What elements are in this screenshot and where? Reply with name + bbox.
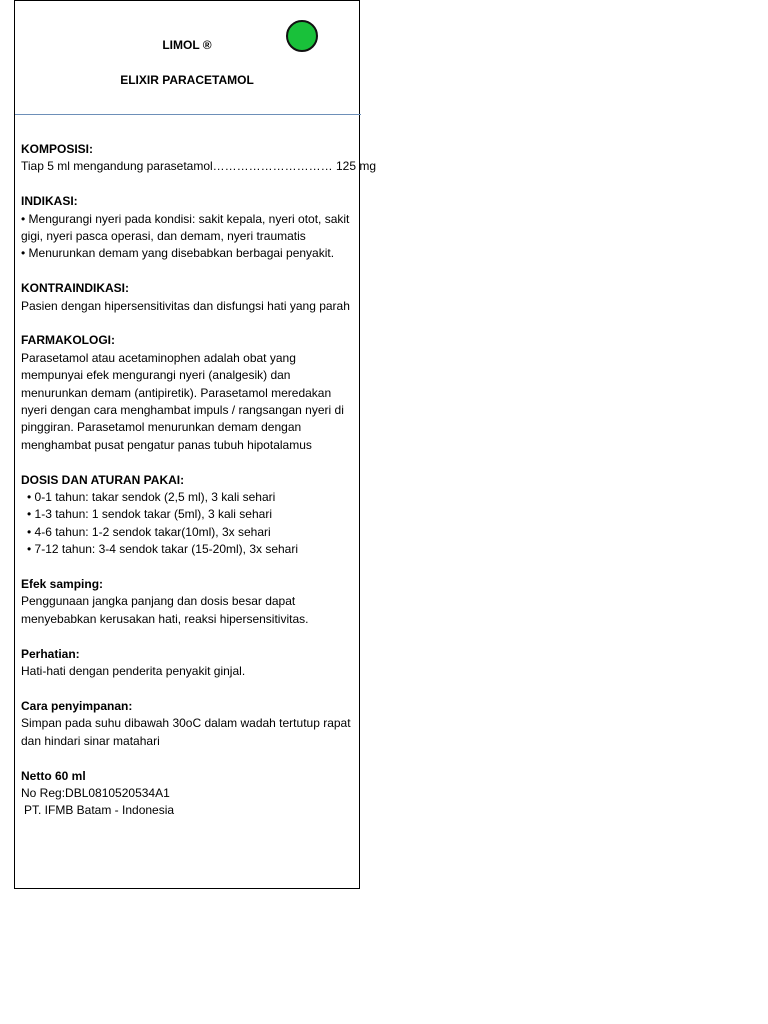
section-kontraindikasi — [21, 280, 357, 315]
dosis-item: • 0-1 tahun: takar sendok (2,5 ml), 3 kali sehari — [27, 490, 276, 505]
header-divider — [15, 114, 361, 115]
section-komposisi — [21, 141, 377, 176]
section-efek-samping — [21, 576, 357, 628]
product-label — [14, 0, 377, 889]
dosis-item: • 1-3 tahun: 1 sendok takar (5ml), 3 kali sehari — [27, 507, 272, 522]
efek-samping-title: Efek samping: — [21, 577, 104, 592]
label-content — [21, 141, 377, 837]
penyimpanan-text: Simpan pada suhu dibawah 30oC dalam wadah tertutup rapat dan hindari sinar matahari — [21, 716, 351, 748]
green-indicator-icon — [286, 20, 318, 52]
perhatian-text: Hati-hati dengan penderita penyakit ginjal. — [21, 664, 246, 679]
kontraindikasi-text: Pasien dengan hipersensitivitas dan disfungsi hati yang parah — [21, 298, 350, 313]
dosis-title: DOSIS DAN ATURAN PAKAI: — [21, 472, 185, 487]
brand-name: LIMOL ® — [162, 38, 212, 52]
indikasi-item: • Menurunkan demam yang disebabkan berbagai penyakit. — [21, 246, 335, 261]
kontraindikasi-title: KONTRAINDIKASI: — [21, 281, 129, 296]
netto-volume: Netto 60 ml — [21, 768, 86, 783]
product-name: ELIXIR PARACETAMOL — [120, 73, 254, 87]
section-perhatian — [21, 646, 357, 681]
manufacturer: PT. IFMB Batam - Indonesia — [24, 803, 175, 818]
indikasi-title: INDIKASI: — [21, 194, 78, 209]
penyimpanan-title: Cara penyimpanan: — [21, 698, 133, 713]
section-farmakologi — [21, 332, 357, 454]
farmakologi-text: Parasetamol atau acetaminophen adalah obat yang mempunyai efek mengurangi nyeri (analgesik) dan menurunkan demam (antipiretik). Parasetamol meredakan nyeri dengan cara menghambat impuls / rangsangan nyeri di pinggiran. Parasetamol menurunkan demam dengan menghambat pusat pengatur panas tubuh hipotalamus — [21, 350, 344, 452]
indikasi-item: • Mengurangi nyeri pada kondisi: sakit kepala, nyeri otot, sakit gigi, nyeri pasca operasi, dan demam, nyeri traumatis — [21, 211, 350, 244]
farmakologi-title: FARMAKOLOGI: — [21, 333, 115, 348]
section-indikasi — [21, 193, 357, 263]
section-footer — [21, 768, 357, 820]
dosis-item: • 4-6 tahun: 1-2 sendok takar(10ml), 3x sehari — [27, 524, 271, 539]
perhatian-title: Perhatian: — [21, 646, 80, 661]
section-penyimpanan — [21, 698, 357, 750]
komposisi-line: Tiap 5 ml mengandung parasetamol………………………… 125 mg — [21, 159, 377, 174]
registration-number: No Reg:DBL0810520534A1 — [21, 785, 170, 800]
efek-samping-text: Penggunaan jangka panjang dan dosis besar dapat menyebabkan kerusakan hati, reaksi hipersensitivitas. — [21, 594, 309, 626]
komposisi-title: KOMPOSISI: — [21, 142, 94, 156]
section-dosis — [21, 472, 357, 559]
dosis-item: • 7-12 tahun: 3-4 sendok takar (15-20ml), 3x sehari — [27, 542, 299, 557]
